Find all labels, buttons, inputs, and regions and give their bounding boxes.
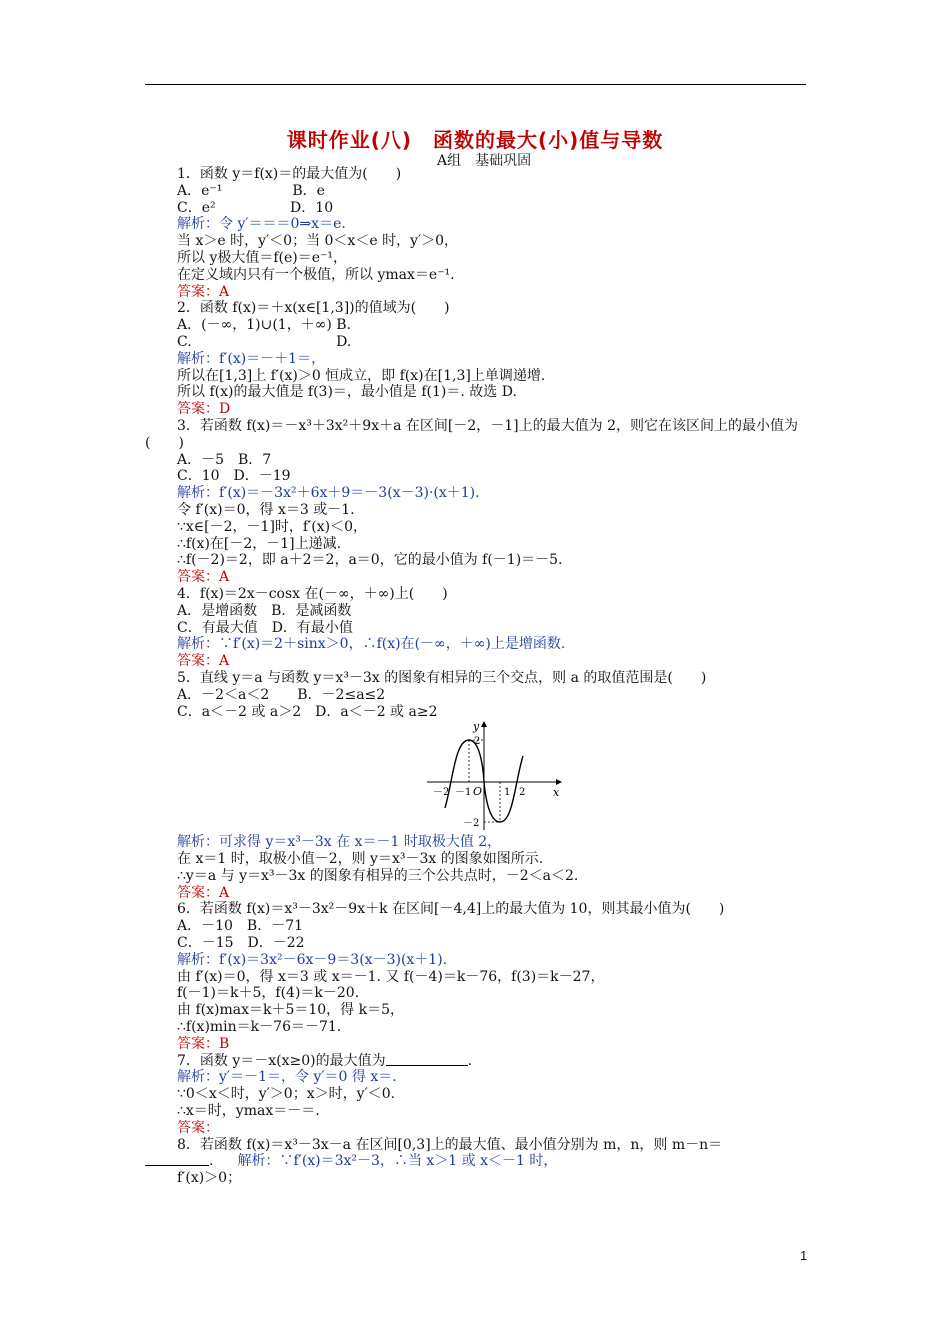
q8-stem: 8．若函数 f(x)＝x³－3x－a 在区间[0,3]上的最大值、最小值分别为 m，n，则 m－n＝ [177, 1136, 723, 1153]
q3-analysis-line: ∴f(x)在[－2，－1]上递减. [177, 535, 342, 552]
q1-analysis: 解析：令 y′＝＝＝0⇒x＝e. [177, 216, 346, 233]
q3-analysis-line: ∵x∈[－2，－1]时，f′(x)＜0， [177, 518, 367, 535]
page-title: 课时作业(八) 函数的最大(小)值与导数 [286, 128, 664, 152]
q5-options-cd: C．a＜－2 或 a＞2 D．a＜－2 或 a≥2 [177, 703, 438, 720]
q4-stem: 4．f(x)＝2x－cosx 在(－∞，＋∞)上( ) [177, 585, 448, 602]
q5-analysis-line: 在 x＝1 时，取极小值－2，则 y＝x³－3x 的图象如图所示. [177, 851, 544, 868]
y-axis-label: y [473, 720, 480, 734]
cubic-graph-figure [145, 720, 807, 834]
x-tick-label: －1 [455, 787, 472, 799]
header-rule [145, 84, 806, 85]
document-body [145, 166, 807, 1187]
q6-options-ab: A．－10 B．－71 [177, 918, 304, 935]
q3-answer: 答案：A [177, 569, 230, 586]
q5-options-ab: A．－2＜a＜2 B．－2≤a≤2 [177, 686, 386, 703]
x-tick-label: －2 [433, 787, 450, 799]
q3-options-ab: A．－5 B．7 [177, 451, 272, 468]
q2-analysis-line: 所以在[1,3]上 f′(x)＞0 恒成立，即 f(x)在[1,3]上单调递增. [177, 367, 546, 384]
q5-stem: 5．直线 y＝a 与函数 y＝x³－3x 的图象有相异的三个交点，则 a 的取值范围是( ) [177, 669, 707, 686]
q1-analysis-line: 当 x＞e 时，y′＜0；当 0＜x＜e 时，y′＞0， [177, 233, 459, 250]
x-axis-label: x [553, 786, 560, 800]
y-axis-arrow [481, 721, 487, 727]
q5-analysis: 解析：可求得 y＝x³－3x 在 x＝－1 时取极大值 2， [177, 834, 502, 851]
q5-analysis-line: ∴y＝a 与 y＝x³－3x 的图象有相异的三个公共点时，－2＜a＜2. [177, 867, 579, 884]
q1-options-ab: A．e⁻¹ B．e [177, 182, 325, 199]
q1-stem: 1．函数 y＝f(x)＝的最大值为( ) [177, 166, 402, 182]
q2-analysis-line: 所以 f(x)的最大值是 f(3)＝，最小值是 f(1)＝. 故选 D. [177, 384, 517, 401]
q7-analysis-line: ∴x＝时，ymax＝－＝. [177, 1103, 320, 1120]
answer-blank [386, 1053, 468, 1066]
q2-options-ab: A．(－∞，1)∪(1，＋∞) B. [177, 317, 352, 334]
q3-analysis-line: ∴f(－2)＝2，即 a＋2＝2，a＝0，它的最小值为 f(－1)＝－5. [177, 552, 563, 569]
q2-stem: 2．函数 f(x)＝＋x(x∈[1,3])的值域为( ) [177, 300, 450, 317]
q4-options-cd: C．有最大值 D．有最小值 [177, 619, 353, 636]
q1-answer: 答案：A [177, 283, 230, 300]
q2-analysis: 解析：f′(x)＝－＋1＝， [177, 350, 326, 367]
q8-analysis: 解析：∵f′(x)＝3x²－3，∴当 x＞1 或 x＜－1 时， [237, 1153, 558, 1170]
x-tick-label: 2 [519, 787, 526, 799]
page-number: 1 [800, 1248, 808, 1263]
q8-stem-cont [145, 1153, 807, 1170]
q3-options-cd: C．10 D．－19 [177, 468, 291, 485]
y-tick-label: －2 [463, 818, 480, 830]
origin-label: O [473, 785, 483, 799]
q7-stem [145, 1053, 807, 1070]
answer-blank [145, 1153, 209, 1166]
q6-options-cd: C．－15 D．－22 [177, 935, 305, 952]
q6-analysis-line: ∴f(x)min＝k－76＝－71. [177, 1019, 342, 1036]
q3-analysis-line: 令 f′(x)＝0，得 x＝3 或－1. [177, 501, 355, 518]
q6-stem: 6．若函数 f(x)＝x³－3x²－9x＋k 在区间[－4,4]上的最大值为 10，则其最小值为( ) [177, 901, 725, 918]
q8-stem-end: . [209, 1153, 214, 1170]
x-axis-arrow [556, 779, 562, 785]
cubic-graph [423, 720, 563, 832]
q1-analysis-line: 所以 y极大值＝f(e)＝e⁻¹， [177, 249, 348, 266]
q7-analysis-line: ∵0＜x＜时，y′＞0；x＞时，y′＜0. [177, 1086, 396, 1103]
section-subtitle: A组 基础巩固 [437, 153, 532, 169]
q6-analysis-line: 由 f′(x)＝0，得 x＝3 或 x＝－1. 又 f(－4)＝k－76，f(3)＝k－27， [177, 968, 605, 985]
q6-analysis: 解析：f′(x)＝3x²－6x－9＝3(x－3)(x＋1). [177, 951, 448, 968]
q7-stem-text: 7．函数 y＝－x(x≥0)的最大值为 [177, 1052, 386, 1069]
q8-analysis-line: f′(x)＞0； [177, 1170, 242, 1187]
q3-stem: 3．若函数 f(x)＝－x³＋3x²＋9x＋a 在区间[－2，－1]上的最大值为 2，则它在该区间上的最小值为( ) [145, 417, 798, 451]
q1-analysis-line: 在定义域内只有一个极值，所以 ymax＝e⁻¹. [177, 266, 455, 283]
q4-answer: 答案：A [177, 653, 230, 670]
q1-options-cd: C．e² D．10 [177, 199, 334, 216]
q6-analysis-line: f(－1)＝k＋5，f(4)＝k－20. [177, 985, 360, 1002]
q4-options-ab: A．是增函数 B．是减函数 [177, 602, 352, 619]
q6-analysis-line: 由 f(x)max＝k＋5＝10，得 k＝5， [177, 1002, 405, 1019]
q7-analysis: 解析：y′＝－1＝，令 y′＝0 得 x＝. [177, 1069, 397, 1086]
y-tick-label: 2 [474, 736, 481, 748]
q6-answer: 答案：B [177, 1035, 230, 1052]
q7-stem-end: . [467, 1052, 473, 1069]
q2-options-cd: C. D. [177, 333, 352, 350]
x-tick-label: 1 [504, 787, 511, 799]
q7-answer: 答案： [177, 1119, 219, 1136]
q2-answer: 答案：D [177, 401, 231, 418]
q4-analysis: 解析：∵f′(x)＝2＋sinx＞0，∴f(x)在(－∞，＋∞)上是增函数. [177, 636, 566, 653]
q3-analysis: 解析：f′(x)＝－3x²＋6x＋9＝－3(x－3)·(x＋1). [177, 485, 480, 502]
q5-answer: 答案：A [177, 884, 230, 901]
